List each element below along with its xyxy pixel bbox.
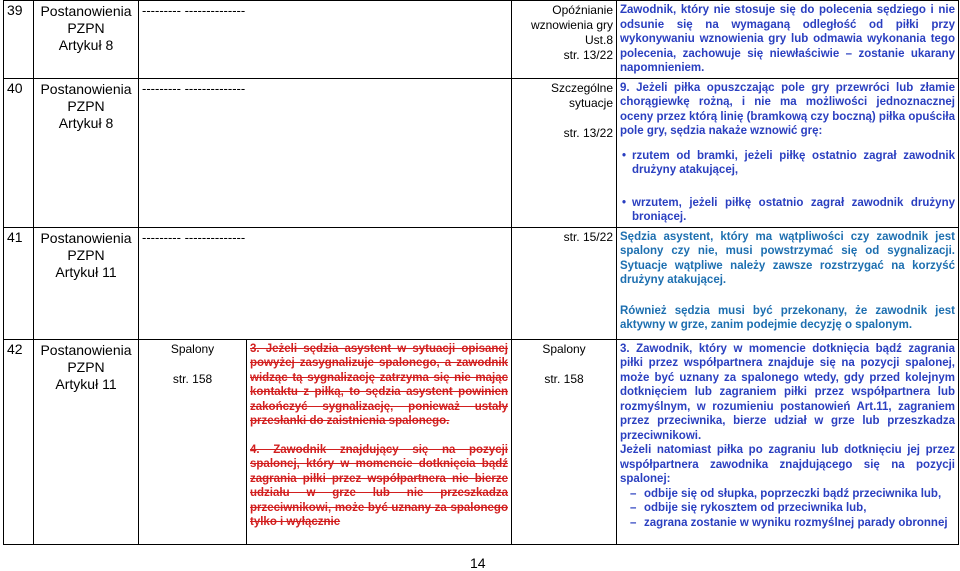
- table-row: [4, 1, 959, 79]
- source-cell: Postanowienia PZPN Artykuł 11: [34, 227, 139, 339]
- new-text-cell: 3. Zawodnik, który w momencie dotknięcia bądź zagrania piłki przez współpartnera znajduje się na pozycji spalonej, może być uznany za spalonego wtedy, gdy przed kolejnym dotknięciem lub zagraniem piłki przez współpartnera lub rozmyślnym, w rozumieniu postanowień Art.11, zagraniem przez przeciwnika, bierze udział w grze lub przeszkadza przeciwnikowi. Jeżeli natomiast piłka po zagraniu lub dotknięciu jej przez współpartnera zawodnika znajdującego się na pozycji spalonej: – odbije się od słupka, poprzeczki bądź przeciwnika lub, – odbije się rykosztem od przeciwnika lub, – zagrana zostanie w wyniku rozmyślnej parady obronnej: [617, 339, 959, 544]
- comparison-table: [3, 0, 959, 545]
- new-text-cell: 9. Jeżeli piłka opuszczając pole gry przewróci lub złamie chorągiewkę rożną, i nie ma możliwości jednoznacznej oceny przez którą linię (bramkową czy boczną) piłka opuściła pole gry, sędzia nakaże wznowić grę: • rzutem od bramki, jeżeli piłkę ostatnio zagrał zawodnik drużyny atakującej, • wrzutem, jeżeli piłkę ostatnio zagrał zawodnik drużyny broniącej.: [617, 78, 959, 227]
- reason-cell: Opóźnianie wznowienia gry Ust.8 str. 13/22: [512, 1, 617, 79]
- new-text-cell: Zawodnik, który nie stosuje się do polecenia sędziego i nie odsunie się na wymaganą odległość od piłki przy wykonywaniu wznowienia gry lub odmawia wykonania tego polecenia, zachowuje się niewłaściwie – zostanie ukarany napomnieniem.: [617, 1, 959, 79]
- reason-cell: Szczególne sytuacje str. 13/22: [512, 78, 617, 227]
- old-text-cell: --------- --------------: [139, 227, 512, 339]
- bullet-icon: •: [622, 196, 627, 209]
- old-text-cell: --------- --------------: [139, 1, 512, 79]
- bullet-icon: •: [622, 149, 627, 162]
- reason-cell: Spalony str. 158: [512, 339, 617, 544]
- old-text-cell: --------- --------------: [139, 78, 512, 227]
- struck-paragraph: 4. Zawodnik znajdujący się na pozycji spalonej, który w momencie dotknięcia bądź zagrania piłki przez współpartnera nie bierze udziału w grze lub nie przeszkadza przeciwnikowi, może być uznany za spalonego tylko i wyłącznie: [250, 443, 508, 528]
- table-row: [4, 227, 959, 339]
- source-cell: Postanowienia PZPN Artykuł 11: [34, 339, 139, 544]
- row-number: 41: [4, 227, 34, 339]
- table-row: [4, 78, 959, 227]
- list-item: – odbije się rykosztem od przeciwnika lub,: [630, 502, 867, 514]
- list-item: – zagrana zostanie w wyniku rozmyślnej parady obronnej: [630, 516, 948, 529]
- struck-paragraph: 3. Jeżeli sędzia asystent w sytuacji opisanej powyżej zasygnalizuje spalonego, a zawodnik widząc tą sygnalizację zatrzyma się nie mając kontaktu z piłką, to sędzia asystent powinien zakończyć sygnalizację, ponieważ ustały przesłanki do zaistnienia spalonego.: [250, 342, 508, 427]
- list-item: • wrzutem, jeżeli piłkę ostatnio zagrał zawodnik drużyny broniącej.: [622, 196, 955, 223]
- table-row: [4, 339, 959, 544]
- old-text-cell: [247, 339, 512, 544]
- page-number: 14: [470, 555, 486, 571]
- old-ref-cell: Spalony str. 158: [139, 339, 247, 544]
- row-number: 39: [4, 1, 34, 79]
- row-number: 42: [4, 339, 34, 544]
- source-cell: Postanowienia PZPN Artykuł 8: [34, 78, 139, 227]
- list-item: • rzutem od bramki, jeżeli piłkę ostatnio zagrał zawodnik drużyny atakującej,: [622, 149, 955, 176]
- list-item: – odbije się od słupka, poprzeczki bądź przeciwnika lub,: [630, 487, 942, 500]
- new-text-cell: Sędzia asystent, który ma wątpliwości czy zawodnik jest spalony czy nie, musi powstrzymać się od sygnalizacji. Sytuacje wątpliwe należy zawsze rozstrzygać na korzyść drużyny atakującej. Również sędzia musi być przekonany, że zawodnik jest aktywny w grze, zanim podejmie decyzję o spalonym.: [617, 227, 959, 339]
- source-cell: Postanowienia PZPN Artykuł 8: [34, 1, 139, 79]
- reason-cell: str. 15/22: [512, 227, 617, 339]
- row-number: 40: [4, 78, 34, 227]
